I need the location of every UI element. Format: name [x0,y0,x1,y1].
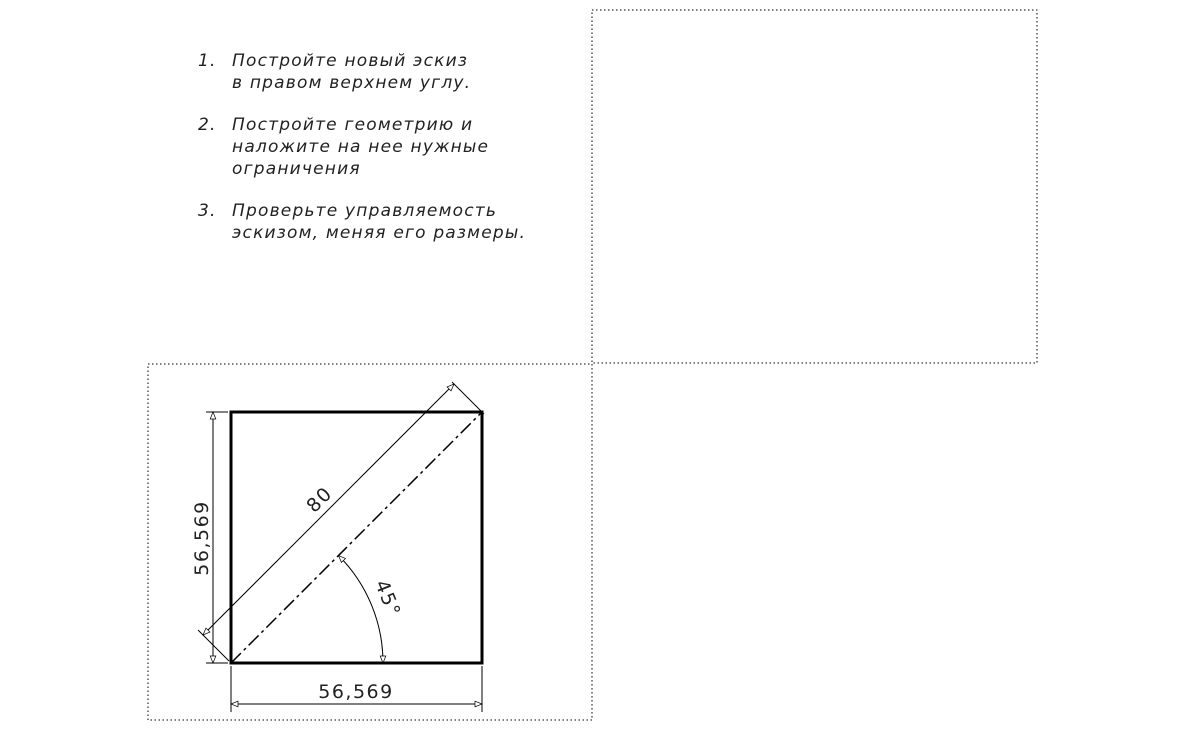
horizontal-dimension-value: 56,569 [318,681,394,703]
diagonal-dimension-line [203,384,454,635]
empty-sketch-frame[interactable] [592,10,1037,363]
vertical-dimension-value: 56,569 [191,500,213,576]
instruction-2-line-1: Постройте геометрию и [232,115,474,135]
angle-dimension-value: 45° [370,576,405,621]
instructions-block [198,51,526,243]
instruction-1-line-2: в правом верхнем углу. [232,73,472,93]
vertical-dimension[interactable] [191,412,228,663]
instruction-2-line-2: наложите на нее нужные [232,137,490,157]
instruction-3-number: 3. [198,201,217,221]
instruction-2-number: 2. [198,115,217,135]
instruction-1-line-1: Постройте новый эскиз [232,51,469,71]
diagonal-dimension[interactable] [198,382,484,661]
instruction-3-line-2: эскизом, меняя его размеры. [232,223,527,243]
instruction-1-number: 1. [198,51,217,71]
angle-dimension[interactable] [339,556,405,664]
horizontal-dimension[interactable] [231,666,482,712]
diagonal-extension-end [452,382,484,414]
instruction-2-line-3: ограничения [232,159,361,179]
diagonal-construction-line[interactable] [231,412,482,663]
angle-arc [339,556,384,664]
instruction-3-line-1: Проверьте управляемость [232,201,498,221]
diagonal-dimension-value: 80 [302,482,338,518]
example-sketch-frame[interactable] [148,364,592,720]
